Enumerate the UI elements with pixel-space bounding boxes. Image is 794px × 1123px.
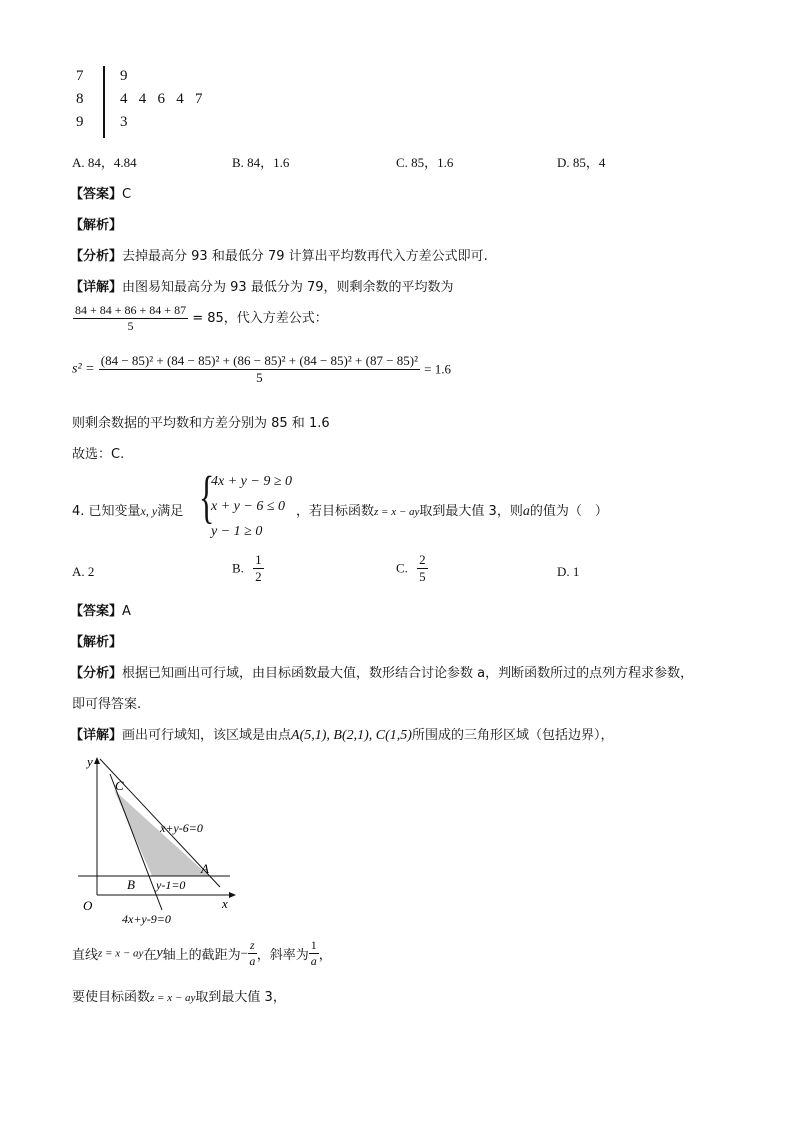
answer-tag: 【答案】: [70, 187, 123, 202]
q4-option-c: C. $\frac{2}{5}$: [396, 552, 426, 584]
q4-last-line: 要使目标函数z = x − ay取到最大值 3，: [72, 990, 286, 1005]
mean-rhs: = 85，代入方差公式：: [192, 311, 328, 326]
stem-8: 8: [76, 91, 84, 107]
leaf-row-7: 9: [120, 68, 128, 84]
q4-stem-prefix: 4. 已知变量x, y满足: [72, 504, 184, 519]
fenxi-tag: 【分析】: [70, 249, 123, 264]
q4-option-b: B. $\frac{1}{2}$: [232, 552, 262, 584]
q4-param: a: [522, 504, 530, 519]
stem-9: 9: [76, 114, 84, 130]
mean-formula: [73, 303, 328, 334]
q4-vars: x, y: [140, 504, 158, 518]
label-x-plus-y-minus-6: x+y-6=0: [160, 821, 203, 835]
label-y-minus-1: y-1=0: [156, 878, 186, 892]
y-axis-label: y: [87, 754, 93, 769]
q3-conclusion: 则剩余数据的平均数和方差分别为 85 和 1.6: [72, 416, 330, 431]
q3-xiangjie-line: [70, 276, 454, 295]
origin-label: O: [83, 898, 93, 913]
variance-lhs: s² =: [72, 361, 95, 377]
q3-answer-line: [70, 183, 131, 202]
x-axis-label: x: [222, 896, 228, 911]
q4-objective: z = x − ay: [374, 506, 420, 518]
q4-answer-value: A: [122, 604, 131, 619]
constraint-2: x + y − 6 ≤ 0: [211, 499, 286, 514]
q3-analysis-tag: 【解析】: [70, 218, 123, 233]
q3-fenxi-line: [70, 245, 488, 264]
q4-fenxi-line: 【分析】根据已知画出可行域，由目标函数最大值，数形结合讨论参数 a，判断函数所过的点列方程求参数，: [70, 666, 694, 681]
mean-numerator: 84 + 84 + 86 + 84 + 87: [75, 303, 187, 317]
variance-denominator: 5: [256, 370, 263, 385]
q4-fenxi-line2: 即可得答案.: [72, 697, 142, 712]
point-b-label: B: [127, 877, 135, 892]
q4-answer-line: 【答案】A: [70, 604, 131, 619]
variance-rhs: = 1.6: [424, 361, 451, 377]
mean-denominator: 5: [127, 319, 134, 333]
q4-analysis-tag: 【解析】: [70, 635, 123, 650]
q4-stem-suffix: ，若目标函数z = x − ay取到最大值 3，则a的值为（ ）: [296, 504, 608, 519]
q3-choice: 故选：C.: [72, 447, 125, 462]
q3-option-c: C. 85，1.6: [396, 155, 454, 170]
fenxi-text: 去掉最高分 93 和最低分 79 计算出平均数再代入方差公式即可.: [122, 249, 488, 264]
q4-option-d: D. 1: [557, 564, 580, 579]
q4-option-a: A. 2: [72, 564, 95, 579]
stem-divider: [103, 66, 105, 138]
variance-numerator: (84 − 85)² + (84 − 85)² + (86 − 85)² + (84 − 85)² + (87 − 85)²: [100, 353, 418, 368]
point-a-label: A: [201, 861, 209, 876]
answer-value: C: [122, 187, 132, 202]
constraint-1: 4x + y − 9 ≥ 0: [211, 474, 293, 489]
xiangjie-text: 由图易知最高分为 93 最低分为 79，则剩余数的平均数为: [122, 280, 454, 295]
q4-line-intercept: 直线z = x − ay在y轴上的截距为− $\frac{z}{a}$ ，斜率为 $\frac{1}{a}$ ，: [72, 938, 332, 968]
q4-points: A(5,1), B(2,1), C(1,5): [291, 728, 412, 743]
stem-7: 7: [76, 68, 84, 84]
constraint-3: y − 1 ≥ 0: [211, 524, 263, 539]
variance-formula: [72, 353, 451, 386]
leaf-row-9: 3: [120, 114, 128, 130]
q4-xiangjie-line: 【详解】画出可行域知，该区域是由点A(5,1), B(2,1), C(1,5)所围成的三角形区域（包括边界），: [70, 728, 614, 743]
q3-option-b: B. 84，1.6: [232, 155, 290, 170]
leaf-row-8: 4 4 6 4 7: [120, 91, 203, 107]
label-4x-plus-y-minus-9: 4x+y-9=0: [122, 912, 171, 926]
constraint-brace: {: [199, 464, 215, 529]
q3-option-a: A. 84，4.84: [72, 155, 137, 170]
feasible-region-graph: [70, 752, 240, 927]
xiangjie-tag: 【详解】: [70, 280, 123, 295]
q3-option-d: D. 85，4: [557, 155, 606, 170]
point-c-label: C: [115, 778, 124, 793]
